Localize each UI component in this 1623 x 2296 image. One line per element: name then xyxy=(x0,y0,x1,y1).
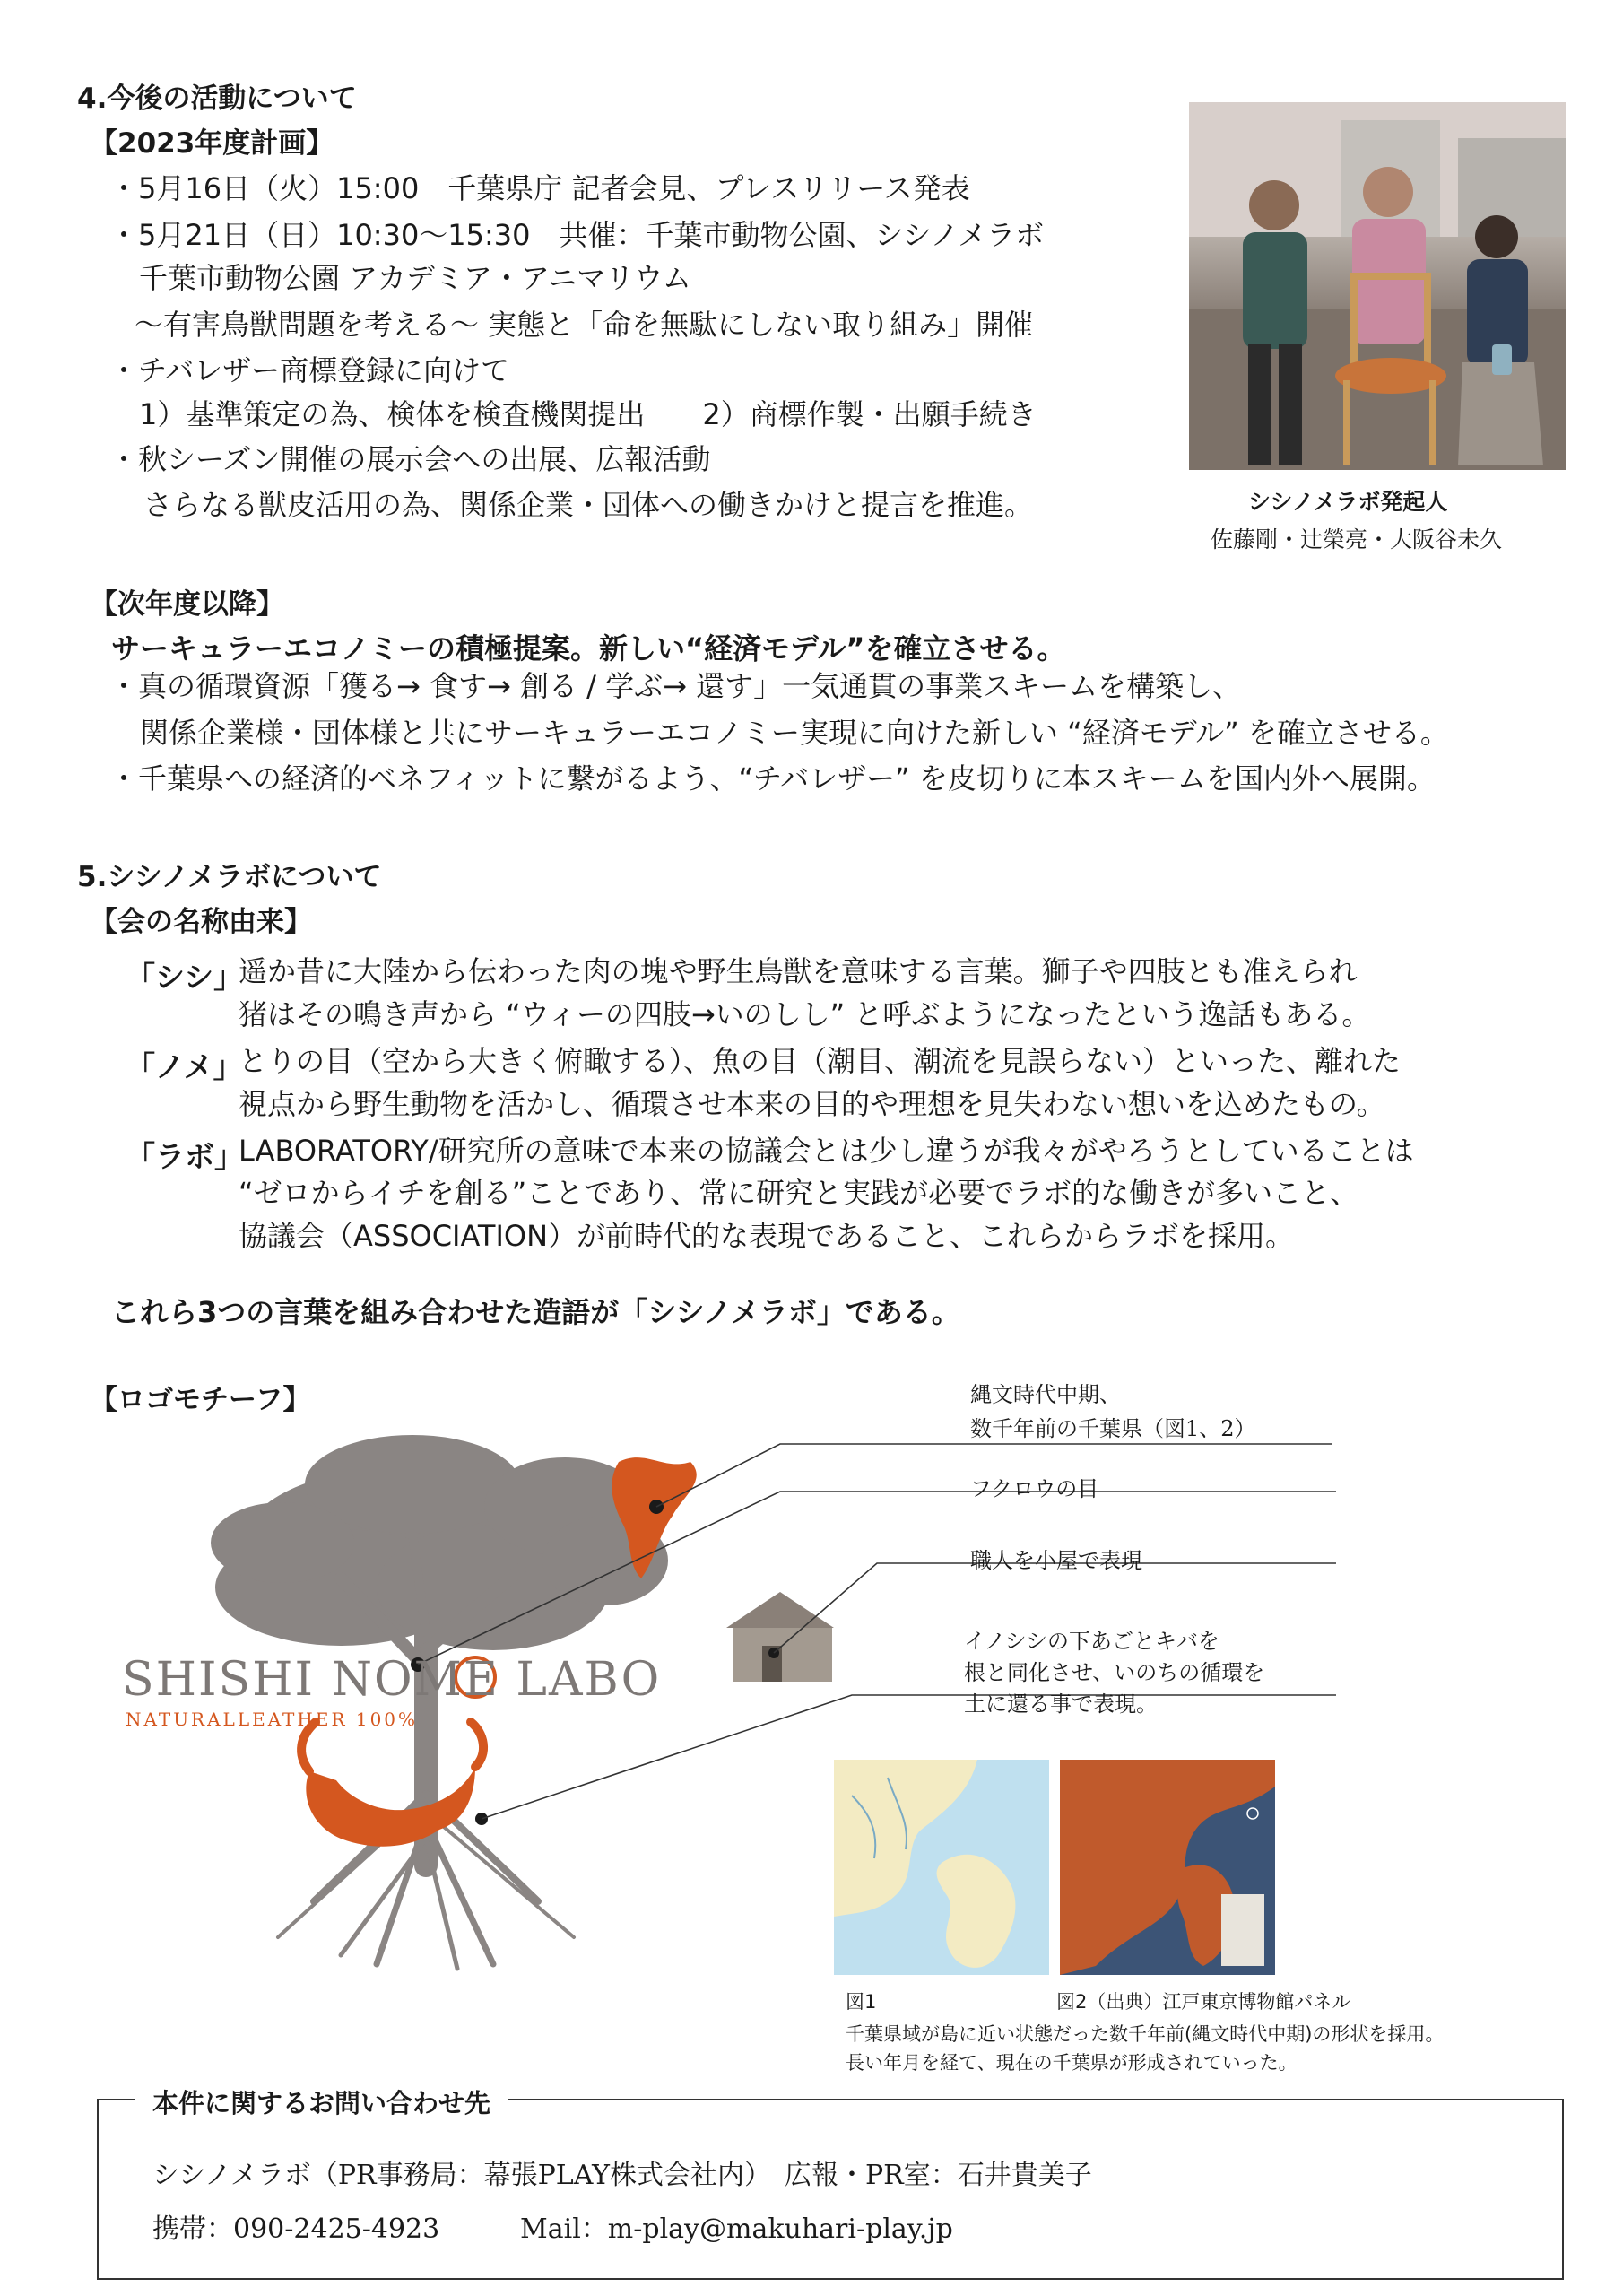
term-nome-line-2: 視点から野生動物を活かし、循環させ本来の目的や理想を見失わない想いを込めたもの。 xyxy=(239,1087,1385,1121)
contact-title: 本件に関するお問い合わせ先 xyxy=(135,2083,508,2120)
next-year-lead: サーキュラーエコノミーの積極提案。新しい“経済モデル”を確立させる。 xyxy=(111,631,1066,665)
term-labo-line-1: LABORATORY/研究所の意味で本来の協議会とは少し違うが我々がやろうとしていることは xyxy=(239,1134,1414,1168)
photo-caption-title: シシノメラボ発起人 xyxy=(1248,489,1448,515)
fig-caption-1: 千葉県域が島に近い状態だった数千年前(縄文時代中期)の形状を採用。 xyxy=(846,2023,1445,2045)
term-label-shishi: 「シシ」 xyxy=(126,960,244,995)
contact-mail[interactable]: Mail：m-play@makuhari-play.jp xyxy=(520,2213,953,2245)
boar-jaw xyxy=(306,1767,475,1847)
founders-photo-illustration xyxy=(1189,102,1566,470)
term-labo-line-2: “ゼロからイチを創る”ことであり、常に研究と実践が必要でラボ的な働きが多いこと、 xyxy=(239,1176,1359,1210)
fig2-label: 図2（出典）江戸東京博物館パネル xyxy=(1056,1991,1351,2013)
map-figure-2 xyxy=(1060,1760,1275,1975)
fig1-label: 図1 xyxy=(846,1991,877,2013)
section5-title: 5.シシノメラボについて xyxy=(77,861,382,893)
plan-line-2: ・5月21日（日）10:30〜15:30 共催：千葉市動物公園、シシノメラボ xyxy=(109,218,1045,252)
founders-photo xyxy=(1189,102,1566,470)
plan-line-4: 〜有害鳥獣問題を考える〜 実態と「命を無駄にしない取り組み」開催 xyxy=(135,308,1034,342)
annotation-owl: フクロウの目 xyxy=(970,1476,1099,1501)
plan-line-5: ・チバレザー商標登録に向けて xyxy=(109,353,510,387)
logo-wordmark: SHISHI NOME LABO xyxy=(122,1653,662,1707)
plan-line-6: 1）基準策定の為、検体を検査機関提出 2）商標作製・出願手続き xyxy=(139,397,1037,431)
contact-phone: 携帯：090-2425-4923 xyxy=(152,2213,440,2245)
tree-canopy xyxy=(211,1435,668,1650)
term-shishi-line-1: 遥か昔に大陸から伝わった肉の塊や野生鳥獣を意味する言葉。獅子や四肢とも准えられ xyxy=(239,954,1358,988)
photo-caption-names: 佐藤剛・辻榮亮・大阪谷未久 xyxy=(1211,526,1503,552)
term-label-nome: 「ノメ」 xyxy=(126,1049,243,1084)
annotation-boar-2: 根と同化させ、いのちの循環を xyxy=(964,1660,1265,1685)
next-line-3: ・千葉県への経済的ベネフィットに繋がるよう、“チバレザー” を皮切りに本スキームを国内外へ展開。 xyxy=(109,761,1436,796)
logo-subtitle: NATURALLEATHER 100% xyxy=(126,1709,419,1730)
plan-header: 【2023年度計画】 xyxy=(90,127,334,160)
section4-title: 4.今後の活動について xyxy=(77,83,357,115)
term-labo-line-3: 協議会（ASSOCIATION）が前時代的な表現であること、これらからラボを採用。 xyxy=(239,1219,1295,1253)
boar-tusk-right xyxy=(471,1722,483,1767)
name-conclusion: これら3つの言葉を組み合わせた造語が「シシノメラボ」である。 xyxy=(111,1295,960,1329)
plan-line-7: ・秋シーズン開催の展示会への出展、広報活動 xyxy=(109,442,711,476)
plan-line-8: さらなる獣皮活用の為、関係企業・団体への働きかけと提言を推進。 xyxy=(143,488,1034,522)
term-label-labo: 「ラボ」 xyxy=(126,1139,244,1174)
logo-motif-header: 【ロゴモチーフ】 xyxy=(90,1384,311,1416)
plan-line-1: ・5月16日（火）15:00 千葉県庁 記者会見、プレスリリース発表 xyxy=(109,171,970,205)
origin-header: 【会の名称由来】 xyxy=(90,906,312,938)
annotation-boar-1: イノシシの下あごとキバを xyxy=(964,1629,1219,1654)
hut-icon xyxy=(726,1592,834,1682)
next-line-2: 関係企業様・団体様と共にサーキュラーエコノミー実現に向けた新しい “経済モデル” を確立させる。 xyxy=(140,716,1449,750)
contact-organization: シシノメラボ（PR事務局：幕張PLAY株式会社内） 広報・PR室：石井貴美子 xyxy=(152,2160,1092,2191)
plan-line-3: 千葉市動物公園 アカデミア・アニマリウム xyxy=(139,261,691,295)
annotation-jomon-1: 縄文時代中期、 xyxy=(970,1382,1121,1407)
term-nome-line-1: とりの目（空から大きく俯瞰する）、魚の目（潮目、潮流を見誤らない）といった、離れた xyxy=(239,1044,1402,1078)
map-figure-1 xyxy=(834,1760,1049,1975)
next-year-header: 【次年度以降】 xyxy=(90,588,284,621)
fig-caption-2: 長い年月を経て、現在の千葉県が形成されていった。 xyxy=(846,2052,1298,2074)
term-shishi-line-2: 猪はその鳴き声から “ウィーの四肢→いのしし” と呼ぶようになったという逸話もある。 xyxy=(239,997,1371,1031)
annotation-jomon-2: 数千年前の千葉県（図1、2） xyxy=(970,1416,1256,1441)
annotation-hut: 職人を小屋で表現 xyxy=(970,1548,1142,1573)
next-line-1: ・真の循環資源「獲る→ 食す→ 創る / 学ぶ→ 還す」一気通貫の事業スキームを構築し、 xyxy=(109,669,1242,703)
annotation-boar-3: 土に還る事で表現。 xyxy=(964,1692,1158,1717)
